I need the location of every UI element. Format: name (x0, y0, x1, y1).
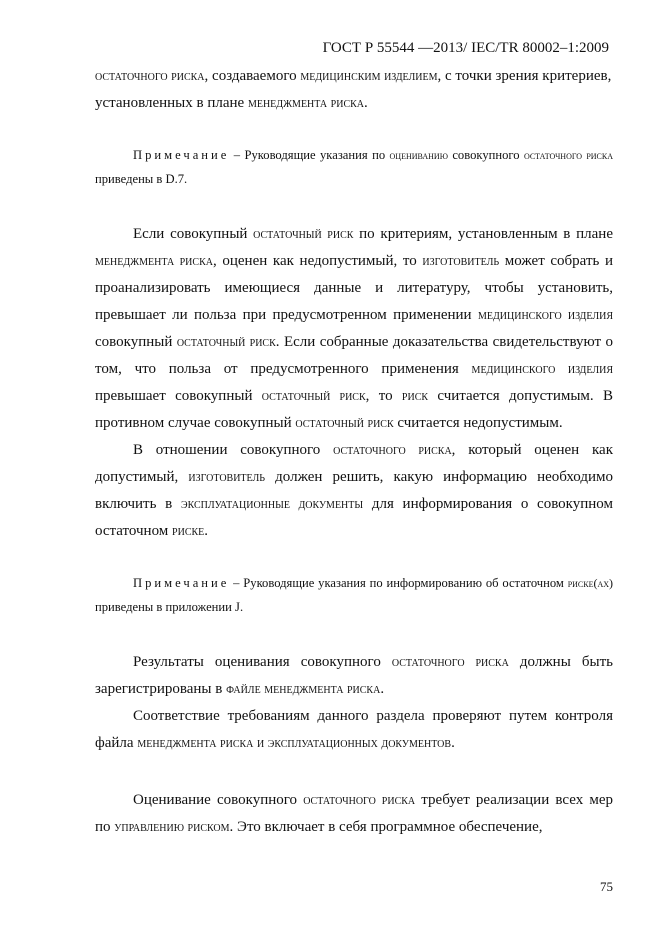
term: риске(ах) (567, 576, 613, 590)
paragraph-6: Оценивание совокупного остаточного риска требует реализации всех мер по управлению риском. Это включает в себя программное обеспечение, (95, 792, 613, 835)
note-2: Примечание – Руководящие указания по информированию об остаточном риске(ах) приведены в приложении J. (95, 576, 613, 614)
term: остаточного риска (303, 792, 416, 808)
page-header: ГОСТ Р 55544 —2013/ IEC/TR 80002–1:2009 (322, 40, 609, 56)
note-1: Примечание – Руководящие указания по оцениванию совокупного остаточного риска приведены в D.7. (95, 148, 613, 186)
term: менеджмента риска и эксплуатационных документов (137, 735, 452, 751)
note-label: Примечание (133, 576, 230, 590)
term: эксплуатационные документы (180, 496, 364, 512)
term: изготовитель (188, 469, 266, 485)
term: файле менеджмента риска (226, 681, 381, 697)
term: медицинского изделия (471, 361, 613, 377)
term: оцениванию (389, 148, 448, 162)
page-body (95, 63, 613, 841)
term: остаточный риск (261, 388, 366, 404)
term: медицинского изделия (477, 307, 613, 323)
term: риске (172, 523, 205, 539)
paragraph-4: Результаты оценивания совокупного остаточного риска должны быть зарегистрированы в файле менеджмента риска. (95, 654, 613, 697)
paragraph-5: Соответствие требованиям данного раздела проверяют путем контроля файла менеджмента риска и эксплуатационных документов. (95, 708, 613, 751)
page-number: 75 (600, 879, 613, 894)
term: менеджмента риска (95, 253, 213, 269)
paragraph-1: остаточного риска, создаваемого медицинским изделием, с точки зрения критериев, установленных в плане менеджмента риска. (95, 68, 612, 111)
term: менеджмента риска (247, 95, 365, 111)
term: остаточного риска (523, 148, 613, 162)
term: медицинским изделием (300, 68, 438, 84)
term: остаточный риск (253, 226, 354, 242)
term: управлению риском (114, 819, 230, 835)
term: остаточного риска (95, 68, 205, 84)
paragraph-3: В отношении совокупного остаточного риска, который оценен как допустимый, изготовитель должен решить, какую информацию необходимо включить в эксплуатационные документы для информирования о совокупном остаточном риске. (95, 442, 614, 539)
note-label: Примечание (133, 148, 230, 162)
term: остаточного риска (333, 442, 452, 458)
term: изготовитель (422, 253, 500, 269)
term: остаточный риск (295, 415, 394, 431)
term: остаточный риск (176, 334, 276, 350)
term: риск (401, 388, 429, 404)
term: остаточного риска (391, 654, 509, 670)
paragraph-2: Если совокупный остаточный риск по критериям, установленным в плане менеджмента риска, оценен как недопустимый, то изготовитель может собрать и проанализировать имеющиеся данные и литературу, чтобы установить, превышает ли польза при предусмотренном применении медицинского изделия совокупный остаточный риск. Если собранные доказательства свидетельствуют о том, что польза от предусмотренного применения медицинского изделия превышает совокупный остаточный риск, то риск считается допустимым. В противном случае совокупный остаточный риск считается недопустимым. (95, 226, 614, 431)
